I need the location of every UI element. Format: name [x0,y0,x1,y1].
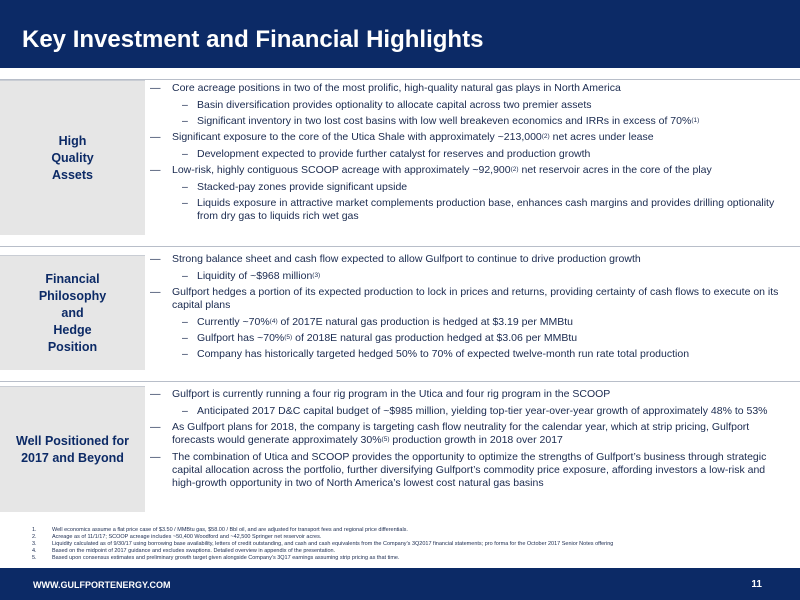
section-divider [0,246,800,247]
bullet-item: — Core acreage positions in two of the most prolific, high-quality natural gas plays in North America [150,82,790,95]
section-label-well-positioned: Well Positioned for 2017 and Beyond [0,386,145,512]
page-title: Key Investment and Financial Highlights [22,26,484,53]
sub-bullet-item: – Company has historically targeted hedged 50% to 70% of expected twelve-month run rate total production [150,348,790,361]
footer-bar [0,568,800,600]
sub-bullet-item: – Basin diversification provides optionality to allocate capital across two premier assets [150,99,790,112]
footnote-text: Acreage as of 11/1/17; SCOOP acreage includes ~50,400 Woodford and ~42,500 Springer net reservoir acres. [52,534,322,540]
footnote-item [32,527,772,534]
footnote-number: 3. [32,541,37,547]
footnote-item [32,534,772,541]
sub-bullet-item: – Development expected to provide further catalyst for reserves and production growth [150,148,790,161]
sub-bullet-item: – Currently ~70%$^{(4)}$ of 2017E natural gas production is hedged at $3.19 per MMBtu [150,316,790,329]
sub-bullet-item: – Liquidity of ~$968 million$^{(3)}$ [150,270,790,283]
bullets-high-quality-assets [150,82,790,226]
section-label-high-quality-assets: High Quality Assets [0,80,145,235]
footnote-number: 2. [32,534,37,540]
sub-bullet-item: – Liquids exposure in attractive market complements production base, enhances cash margins and provides drilling optionality from dry gas to liquids rich wet gas [150,197,790,223]
footnote-text: Based upon consensus estimates and preliminary growth target given alongside Company’s 3Q17 earnings assuming strip pricing as that time. [52,555,400,561]
section-label-financial-philosophy: Financial Philosophy and Hedge Position [0,255,145,370]
footnote-item [32,555,772,562]
sub-bullet-item: – Gulfport has ~70%$^{(5)}$ of 2018E natural gas production hedged at $3.06 per MMBtu [150,332,790,345]
bullet-item: — Low-risk, highly contiguous SCOOP acreage with approximately ~92,900$^{(2)}$ net reservoir acres in the core of the play [150,164,790,177]
sub-bullet-item: – Stacked-pay zones provide significant upside [150,181,790,194]
bullet-item: — The combination of Utica and SCOOP provides the opportunity to optimize the strengths of Gulfport’s business through strategic capital allocation across the portfolio, further diversifying Gulfport’s commodity price exposure, affording investors a low-risk and high-growth opportunity in two of North America’s lowest cost natural gas basins [150,451,790,490]
website-link[interactable]: WWW.GULFPORTENERGY.COM [33,580,171,590]
bullet-item: — Gulfport hedges a portion of its expected production to lock in prices and returns, providing certainty of cash flows to execute on its capital plans [150,286,790,312]
footnote-text: Well economics assume a flat price case of $3.50 / MMBtu gas, $58.00 / Bbl oil, and are adjusted for transport fees and regional price differentials. [52,527,408,533]
footnote-text: Based on the midpoint of 2017 guidance and excludes swaptions. Detailed overview in appendix of the presentation. [52,548,336,554]
header-bar [0,0,800,68]
sub-bullet-item: – Anticipated 2017 D&C capital budget of ~$985 million, yielding top-tier year-over-year growth of approximately 48% to 53% [150,405,790,418]
footnote-number: 5. [32,555,37,561]
footnote-number: 1. [32,527,37,533]
footnote-item [32,548,772,555]
footnote-number: 4. [32,548,37,554]
bullet-item: — As Gulfport plans for 2018, the company is targeting cash flow neutrality for the calendar year, which at strip pricing, Gulfport forecasts would generate approximately 30%$^{(5)}$ production growth in 2018 over 2017 [150,421,790,447]
bullets-financial-philosophy [150,253,790,364]
footnotes [32,527,772,562]
sub-bullet-item: – Significant inventory in two lost cost basins with low well breakeven economics and IRRs in excess of 70%$^{(1)}$ [150,115,790,128]
bullet-item: — Gulfport is currently running a four rig program in the Utica and four rig program in the SCOOP [150,388,790,401]
page-number: 11 [751,579,762,590]
bullet-item: — Strong balance sheet and cash flow expected to allow Gulfport to continue to drive production growth [150,253,790,266]
footnote-text: Liquidity calculated as of 9/30/17 using borrowing base availability, letters of credit outstanding, and cash and cash equivalents from the Company’s 3Q2017 financial statements; pro forma for the October 2017 Senior Notes offering [52,541,614,547]
bullet-item: — Significant exposure to the core of the Utica Shale with approximately ~213,000$^{(2)}$ net acres under lease [150,131,790,144]
section-divider [0,381,800,382]
footnote-item [32,541,772,548]
bullets-well-positioned [150,388,790,494]
